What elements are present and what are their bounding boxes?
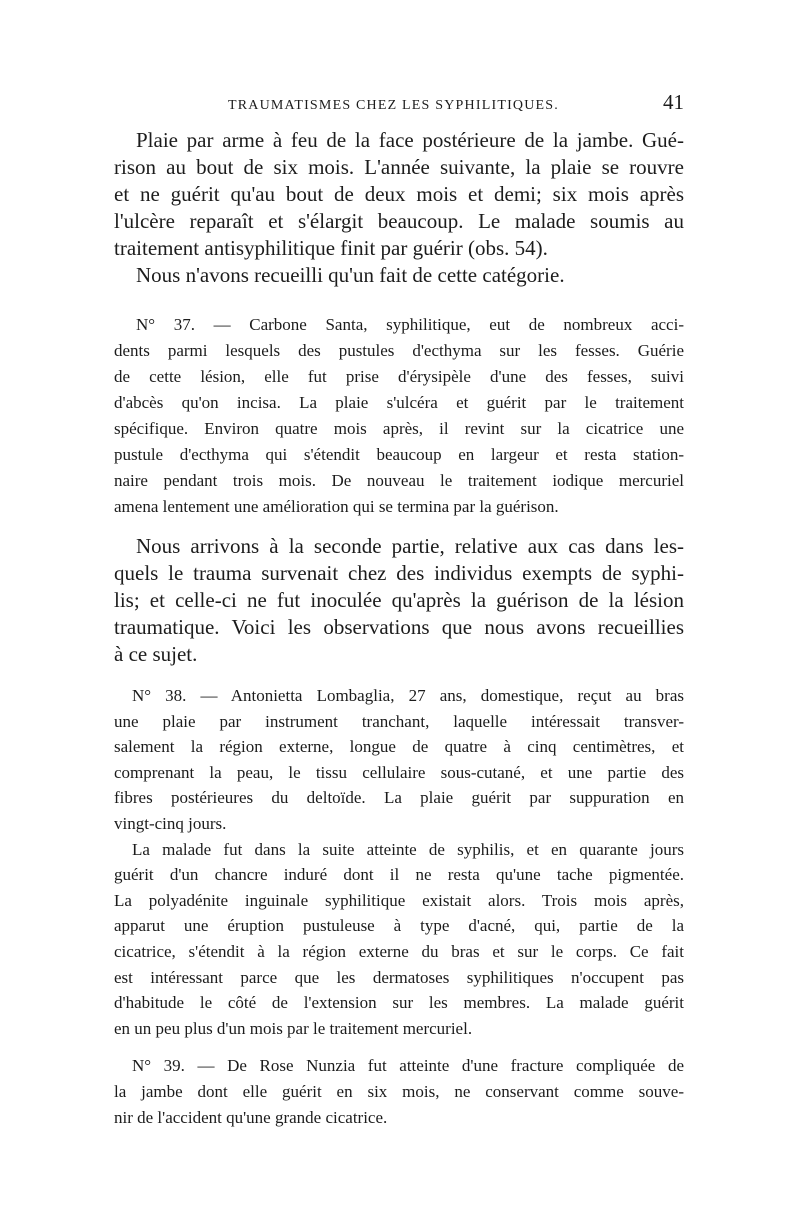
text-line: vingt-cinq jours. <box>114 813 227 833</box>
text-line: est intéressant parce que les dermatoses syphilitiques n'occupent pas <box>114 967 684 987</box>
text-line: comprenant la peau, le tissu cellulaire sous-cutané, et une partie des <box>114 762 684 782</box>
page-header <box>112 90 686 120</box>
text-line: Nous n'avons recueilli qu'un fait de cette catégorie. <box>136 263 565 287</box>
text-line: amena lentement une amélioration qui se termina par la guérison. <box>114 497 559 516</box>
text-line: d'habitude le côté de l'extension sur les membres. La malade guérit <box>114 993 684 1013</box>
text-line: en un peu plus d'un mois par le traitement mercuriel. <box>114 1018 473 1038</box>
text-line: la jambe dont elle guérit en six mois, ne conservant comme souve- <box>114 1082 684 1101</box>
text-line: nir de l'accident qu'une grande cicatrice. <box>114 1108 388 1127</box>
text-line: N° 39. — De Rose Nunzia fut atteinte d'une fracture compliquée de <box>132 1056 684 1075</box>
text-line: Plaie par arme à feu de la face postérieure de la jambe. Gué- <box>136 128 684 152</box>
text-line: spécifique. Environ quatre mois après, il revint sur la cicatrice une <box>114 419 684 438</box>
text-line: quels le trauma survenait chez des individus exempts de syphi- <box>114 561 684 585</box>
observation-38 <box>114 683 684 1041</box>
text-line: La malade fut dans la suite atteinte de syphilis, et en quarante jours <box>132 839 684 859</box>
text-line: rison au bout de six mois. L'année suivante, la plaie se rouvre <box>114 155 684 179</box>
text-line: Nous arrivons à la seconde partie, relative aux cas dans les- <box>136 534 684 558</box>
text-line: pustule d'ecthyma qui s'étendit beaucoup en largeur et resta station- <box>114 445 684 464</box>
paragraph-arme-a-feu <box>114 127 684 289</box>
text-line: traumatique. Voici les observations que nous avons recueillies <box>114 615 684 639</box>
running-title: TRAUMATISMES CHEZ LES SYPHILITIQUES. <box>228 98 559 113</box>
text-line: traitement antisyphilitique finit par guérir (obs. 54). <box>114 236 548 260</box>
text-line: l'ulcère reparaît et s'élargit beaucoup. Le malade soumis au <box>114 209 684 233</box>
paragraph-seconde-partie <box>114 533 684 668</box>
text-line: salement la région externe, longue de quatre à cinq centimètres, et <box>114 737 684 757</box>
text-line: naire pendant trois mois. De nouveau le traitement iodique mercuriel <box>114 471 684 490</box>
text-line: dents parmi lesquels des pustules d'ecthyma sur les fesses. Guérie <box>114 341 684 360</box>
text-line: à ce sujet. <box>114 642 198 666</box>
text-line: N° 37. — Carbone Santa, syphilitique, eut de nombreux acci- <box>136 315 684 334</box>
text-line: N° 38. — Antonietta Lombaglia, 27 ans, domestique, reçut au bras <box>132 686 684 705</box>
text-line: cicatrice, s'étendit à la région externe du bras et sur le corps. Ce fait <box>114 941 684 961</box>
text-line: une plaie par instrument tranchant, laquelle intéressait transver- <box>114 711 684 731</box>
text-line: fibres postérieures du deltoïde. La plaie guérit par suppuration en <box>114 788 684 808</box>
text-line: et ne guérit qu'au bout de deux mois et demi; six mois après <box>114 182 684 206</box>
observation-37 <box>114 312 684 520</box>
page-number: 41 <box>663 90 684 114</box>
text-line: de cette lésion, elle fut prise d'érysipèle d'une des fesses, suivi <box>114 367 684 386</box>
text-line: guérit d'un chancre induré dont il ne resta qu'une tache pigmentée. <box>114 865 684 885</box>
observation-39 <box>114 1053 684 1131</box>
text-line: La polyadénite inguinale syphilitique existait alors. Trois mois après, <box>114 890 684 910</box>
text-line: apparut une éruption pustuleuse à type d'acné, qui, partie de la <box>114 916 684 936</box>
text-line: lis; et celle-ci ne fut inoculée qu'après la guérison de la lésion <box>114 588 684 612</box>
text-line: d'abcès qu'on incisa. La plaie s'ulcéra et guérit par le traitement <box>114 393 684 412</box>
